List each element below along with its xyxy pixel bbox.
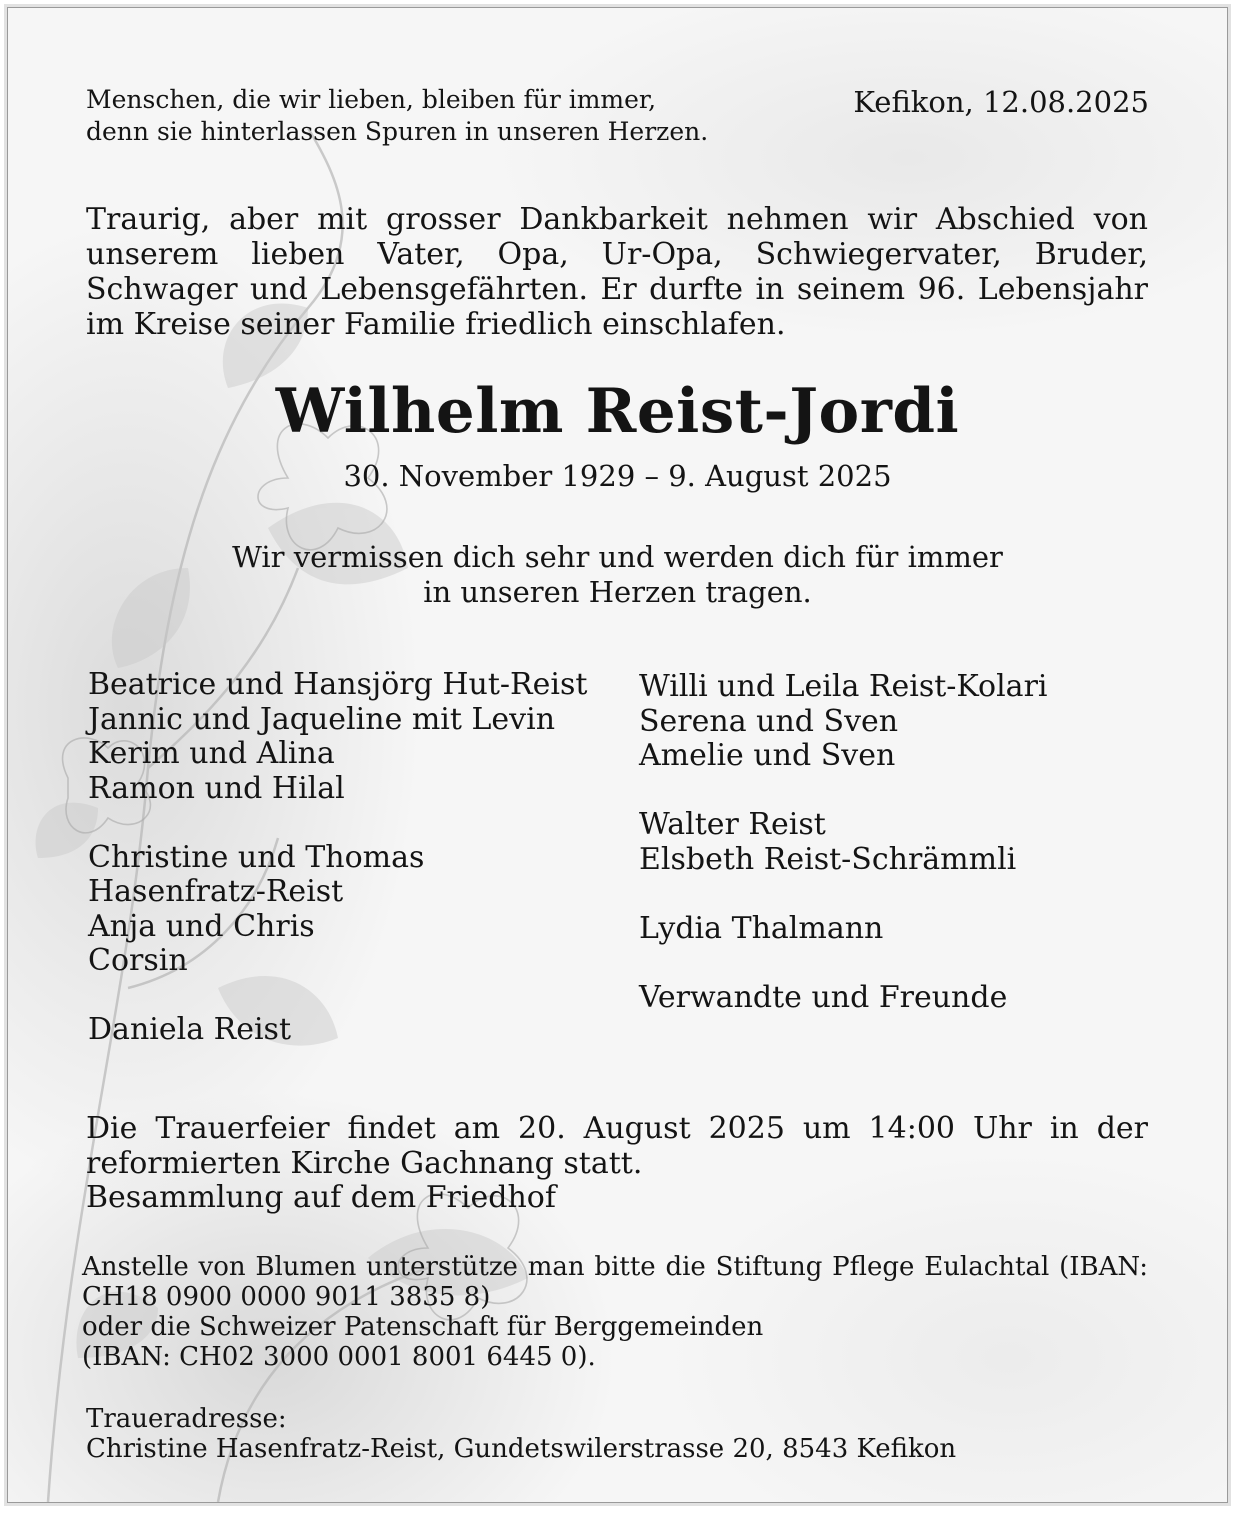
mourner-group bbox=[639, 981, 1048, 1016]
address-value: Christine Hasenfratz-Reist, Gundetswilerstrasse 20, 8543 Kefikon bbox=[86, 1434, 957, 1464]
mourner-group bbox=[639, 670, 1048, 774]
mourner-group bbox=[639, 912, 1048, 947]
mourner-name: Elsbeth Reist-Schrämmli bbox=[639, 841, 1017, 877]
donation-info bbox=[82, 1252, 1148, 1372]
intro-text: Traurig, aber mit grosser Dankbarkeit nehmen wir Abschied von unserem lieben Vater, Opa, Ur-Opa, Schwiegervater, Bruder, Schwager und Lebensgefährten. Er durfte in seinem 96. Lebensjahr im Kreise seiner Familie friedlich einschlafen. bbox=[86, 202, 1148, 342]
mourner-group bbox=[88, 1013, 587, 1048]
mourner-name: Jannic und Jaqueline mit Levin bbox=[88, 701, 556, 737]
mourner-name: Verwandte und Freunde bbox=[639, 979, 1008, 1015]
mourner-name: Hasenfratz-Reist bbox=[88, 874, 344, 909]
place-date: Kefikon, 12.08.2025 bbox=[853, 85, 1149, 119]
remembrance-quote bbox=[8, 540, 1227, 610]
life-dates: 30. November 1929 – 9. August 2025 bbox=[343, 459, 892, 493]
mourner-name: Walter Reist bbox=[639, 807, 826, 842]
mourner-name: Anja und Chris bbox=[88, 908, 315, 944]
motto-quote bbox=[86, 84, 708, 148]
gathering-text: Besammlung auf dem Friedhof bbox=[86, 1180, 556, 1215]
donation-line-1: Anstelle von Blumen unterstütze man bitte die Stiftung Pflege Eulachtal (IBAN: CH18 0900 0000 9011 3835 8) bbox=[82, 1252, 1148, 1312]
motto-line-2: denn sie hinterlassen Spuren in unseren Herzen. bbox=[86, 117, 709, 146]
address-label: Traueradresse: bbox=[86, 1404, 287, 1434]
mourner-name: Ramon und Hilal bbox=[88, 770, 345, 806]
mourner-name: Amelie und Sven bbox=[639, 738, 896, 773]
deceased-name: Wilhelm Reist-Jordi bbox=[275, 376, 960, 447]
mourner-name: Corsin bbox=[88, 943, 188, 978]
mourner-name: Serena und Sven bbox=[639, 703, 899, 739]
donation-line-2: oder die Schweizer Patenschaft für Berggemeinden bbox=[82, 1312, 764, 1342]
ceremony-text: Die Trauerfeier findet am 20. August 2025 um 14:00 Uhr in der reformierten Kirche Gachnang statt. bbox=[86, 1111, 1148, 1181]
mourning-address bbox=[86, 1404, 956, 1464]
mourners-right-column bbox=[639, 670, 1048, 1015]
mourner-group bbox=[88, 668, 587, 806]
mourner-name: Kerim und Alina bbox=[88, 736, 335, 771]
mourner-name: Beatrice und Hansjörg Hut-Reist bbox=[88, 667, 588, 702]
quote-line-2: in unseren Herzen tragen. bbox=[423, 575, 812, 609]
quote-line-1: Wir vermissen dich sehr und werden dich für immer bbox=[232, 540, 1003, 574]
motto-line-1: Menschen, die wir lieben, bleiben für immer, bbox=[86, 85, 657, 114]
mourner-name: Daniela Reist bbox=[88, 1012, 292, 1047]
mourner-group bbox=[639, 808, 1048, 877]
mourner-name: Willi und Leila Reist-Kolari bbox=[639, 669, 1048, 704]
mourner-group bbox=[88, 841, 587, 979]
mourner-name: Christine und Thomas bbox=[88, 839, 425, 875]
mourner-name: Lydia Thalmann bbox=[639, 910, 884, 946]
obituary-page bbox=[7, 7, 1228, 1503]
ceremony-info bbox=[86, 1112, 1148, 1216]
donation-line-3: (IBAN: CH02 3000 0001 8001 6445 0). bbox=[82, 1342, 596, 1372]
mourners-left-column bbox=[88, 668, 587, 1048]
